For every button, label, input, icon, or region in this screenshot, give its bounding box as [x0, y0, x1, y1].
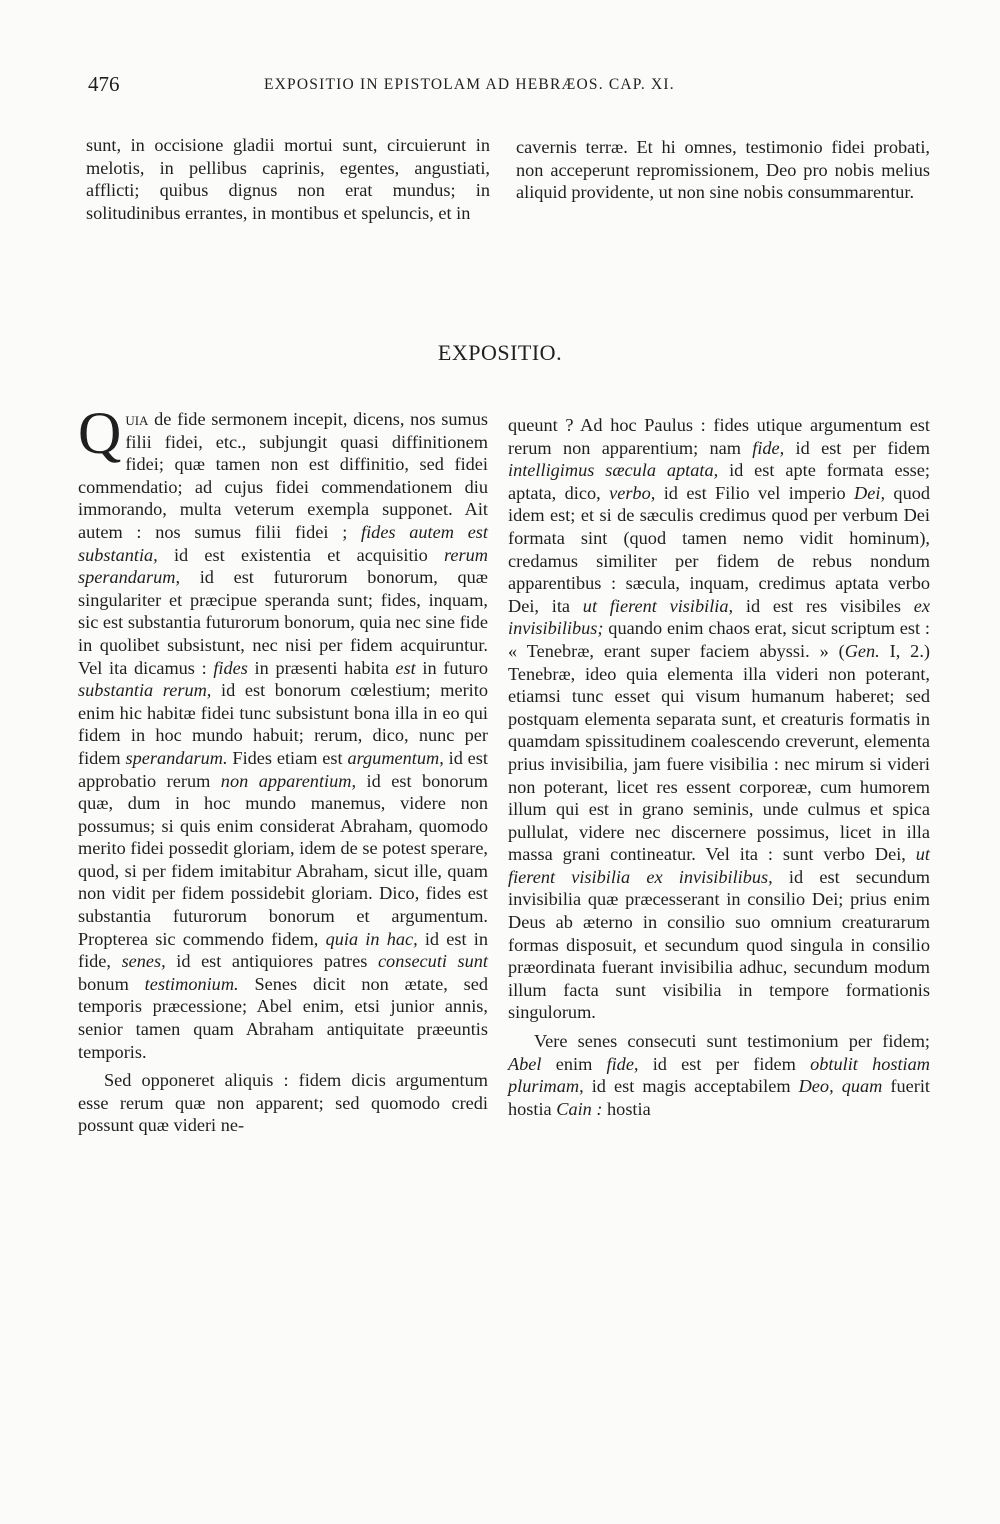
commentary-right-column: [508, 414, 930, 1120]
italic-run: argumentum,: [347, 747, 444, 768]
section-title: EXPOSITIO.: [437, 340, 563, 365]
italic-run: intelligimus sæcula aptata,: [508, 460, 719, 481]
text-run: Vere senes consecuti sunt testimonium per fidem;: [534, 1031, 930, 1052]
text-run: I, 2.) Tenebræ, ideo quia elementa illa videri non poterant, etiamsi tunc esset qui visum humanum haberet; sed postquam elementa separata sunt, et creaturis formatis in quamdam spissitudinem coalescendo creverunt, elementa prius invisibilia, jam fuere visibilia : nec mirum si videri non poterant, licet res essent corporeæ, cum humorem illum qui est in grano seminis, unde culmus et spica pullulat, videre nec discernere possimus, licet in illa massa grani contineatur. Vel ita : sunt verbo Dei,: [508, 640, 930, 865]
italic-run: rerum sperandarum,: [78, 544, 488, 588]
scripture-paragraph-left: sunt, in occisione gladii mortui sunt, circuierunt in melotis, in pellibus caprinis, egentes, angustiati, afflicti; quibus dignus non erat mundus; in solitudinibus errantes, in montibus et speluncis, et in: [86, 135, 490, 223]
text-run: id est in fide,: [78, 928, 488, 972]
page-number: 476: [88, 72, 120, 96]
drop-cap: Q: [78, 400, 122, 466]
text-run: in præsenti habita: [247, 657, 396, 678]
text-run: id est approbatio rerum: [78, 747, 488, 791]
text-run: quod idem est; et si de sæculis credimus quod per verbum Dei formata sint (quod tamen nemo vidit hominum), credamus similiter per fidem de rebus nondum apparentibus : sæcula, inquam, credimus aptata verbo Dei, ita: [508, 482, 930, 616]
text-run: id est per fidem: [638, 1053, 811, 1074]
text-run: id est existentia et acquisitio: [157, 544, 444, 565]
text-run: id est antiquiores patres: [165, 951, 378, 972]
text-run: id est bonorum cœlestium; merito enim hic habitæ fidei tunc subsistunt bona illa in eo qui fidem in hoc mundo habuit; rerum, dico, nunc per fidem: [78, 680, 488, 768]
italic-run: Gen.: [844, 640, 880, 661]
commentary-paragraph: [508, 414, 930, 1024]
scripture-text-left: [86, 134, 490, 224]
text-run: id est apte formata esse; aptata, dico,: [508, 460, 930, 503]
italic-run: Dei,: [854, 482, 886, 503]
commentary-paragraph: [78, 400, 489, 1063]
italic-run: ut fierent visibilia ex invisibilibus,: [508, 844, 930, 887]
italic-run: quia in hac,: [325, 928, 418, 949]
italic-run: testimonium.: [144, 973, 239, 994]
commentary-paragraph: Sed opponeret aliquis : fidem dicis argumentum esse rerum quæ non apparent; sed quomodo credi possunt quæ videri ne-: [78, 1070, 488, 1136]
italic-run: non apparentium,: [220, 770, 357, 791]
italic-run: senes,: [121, 951, 166, 972]
italic-run: Cain :: [556, 1098, 603, 1119]
scripture-text-right: [516, 136, 930, 204]
paragraph-runs: [78, 400, 489, 1062]
text-run: id est futurorum bonorum, quæ singulariter et præcipue speranda sunt; fides, inquam, sic est substantia futurorum bonorum, quia nec sine fide in quolibet subsistunt, nec nisi per fidem acquiruntur. Vel ita dicamus :: [78, 567, 488, 678]
text-run: id est per fidem: [784, 437, 930, 458]
text-run: id est Filio vel imperio: [655, 482, 855, 503]
text-run: Fides etiam est: [227, 747, 348, 768]
text-run: quando enim chaos erat, sicut scriptum est : « Tenebræ, erant super faciem abyssi. » (: [508, 618, 930, 661]
italic-run: substantia rerum,: [78, 680, 212, 701]
italic-run: obtulit hostiam plurimam,: [508, 1053, 930, 1097]
italic-run: fide,: [606, 1053, 639, 1074]
italic-run: fides: [213, 657, 248, 678]
italic-run: fides autem est substantia,: [78, 521, 488, 565]
running-head: EXPOSITIO IN EPISTOLAM AD HEBRÆOS. CAP. XI.: [264, 76, 675, 93]
text-run: id est magis acceptabilem: [583, 1076, 799, 1097]
italic-run: Deo, quam: [798, 1076, 883, 1097]
italic-run: Abel: [508, 1053, 542, 1074]
italic-run: est: [395, 657, 416, 678]
paragraph-runs: [508, 1031, 930, 1119]
commentary-paragraph: [508, 1030, 930, 1120]
text-run: fuerit hostia: [508, 1076, 930, 1119]
text-run: queunt ? Ad hoc Paulus : fides utique argumentum est rerum non apparentium; nam: [508, 415, 930, 458]
page-header: [88, 72, 928, 104]
italic-run: consecuti sunt: [377, 951, 489, 972]
paragraph-runs: [508, 415, 930, 1022]
italic-run: verbo,: [609, 482, 656, 503]
commentary-left-column: [78, 400, 489, 1137]
italic-run: ex invisibilibus;: [508, 595, 930, 639]
text-run: id est bonorum quæ, dum in hoc mundo manemus, videre non possumus; si quis enim considerat Abraham, quomodo merito fidei possedit gloriam, idem de se potest sperare, quod, si per fidem imitabitur Abraham, sicut ille, quam non vidit per fidem possidebit gloriam. Dico, fides est substantia futurorum bonorum et argumentum. Propterea sic commendo fidem,: [78, 770, 489, 949]
italic-run: fide,: [752, 437, 785, 458]
text-run: bonum: [78, 973, 145, 994]
text-run: enim: [541, 1053, 607, 1074]
text-run: Senes dicit non ætate, sed temporis præcessione; Abel enim, etsi junior annis, senior tamen quam Abraham antiquitate præeuntis temporis.: [78, 973, 489, 1062]
smallcaps-opening: uia: [125, 409, 149, 429]
italic-run: sperandarum.: [125, 747, 228, 768]
text-run: hostia: [602, 1098, 651, 1119]
scripture-paragraph-right: cavernis terræ. Et hi omnes, testimonio fidei probati, non acceperunt repromissionem, Deo pro nobis melius aliquid providente, ut non sine nobis consummarentur.: [516, 137, 930, 203]
italic-run: ut fierent visibilia,: [582, 595, 734, 616]
text-run: id est secundum invisibilia quæ præcesserant in consilio Dei; prius enim Deus ab æterno in consilio suo omnium creaturarum formas disposuit, et secundum quod singula in consilio præordinata fuerant invisibilia adhuc, secundum modum illum facta sunt visibilia in tempore formationis singulorum.: [508, 866, 930, 1023]
text-run: de fide sermonem incepit, dicens, nos sumus filii fidei, etc., subjungit quasi diffinitionem fidei; quæ tamen non est diffinitio, sed fidei commendatio; ad cujus fidei commendationem diu immorando, multa veterum exempla supponet. Ait autem : nos sumus filii fidei ;: [78, 409, 488, 542]
text-run: in futuro: [415, 657, 488, 678]
text-run: id est res visibiles: [733, 595, 914, 616]
